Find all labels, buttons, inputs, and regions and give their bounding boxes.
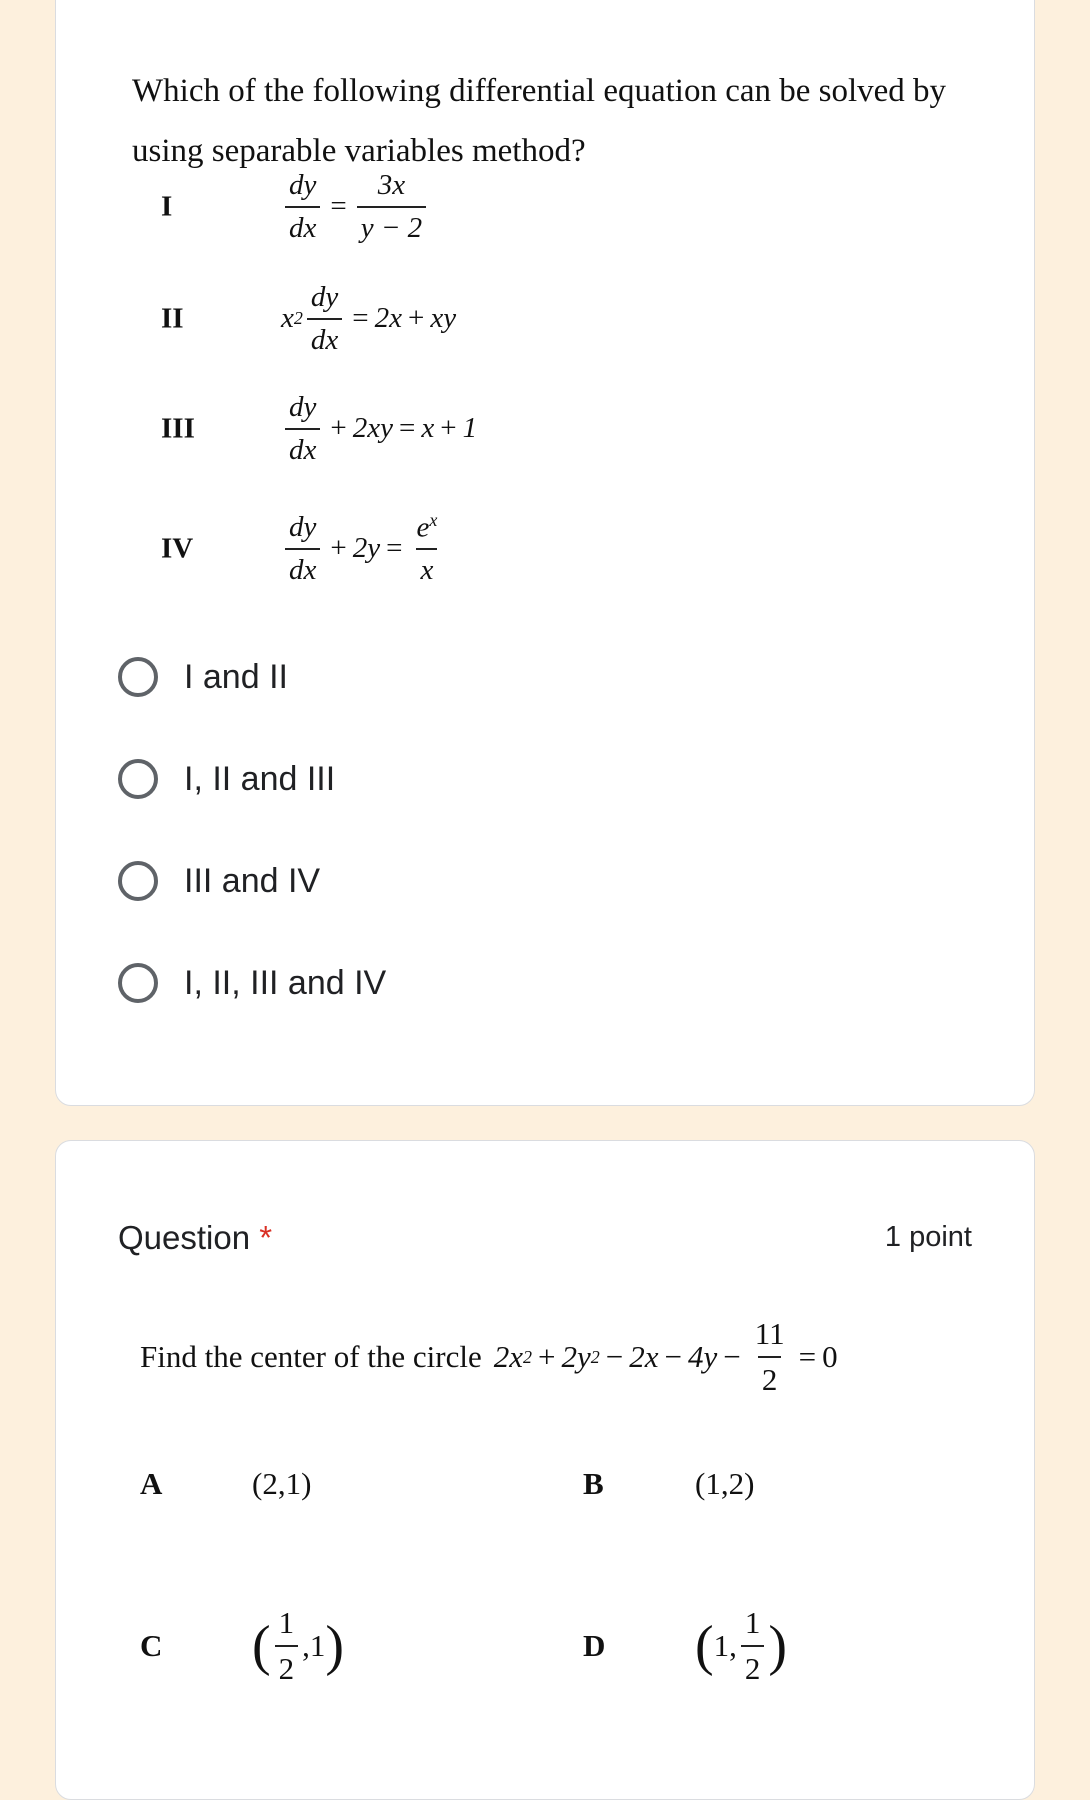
option-1[interactable] [118, 649, 288, 705]
required-mark: * [259, 1219, 273, 1256]
statement-ii [161, 271, 761, 366]
option-label: I, II, III and IV [184, 963, 387, 1002]
choice-value: (1,2) [695, 1466, 755, 1501]
equation-ii: x 2 $\frac{dy}{dx}$ = 2x + xy [281, 280, 457, 356]
radio-button[interactable] [118, 657, 158, 697]
equation-iii: $\frac{dy}{dx}$ + 2xy = x + 1 [281, 381, 477, 476]
circle-equation: 2x 2 + 2y 2 − 2x − 4y − $\frac{11}{2}$ = 0 [493, 1316, 838, 1397]
statement-iv [161, 501, 761, 596]
choice-letter: A [140, 1466, 163, 1501]
question-title-text: Question [118, 1219, 251, 1256]
question-card-1 [55, 0, 1035, 1106]
prompt-text: Find the center of the circle [140, 1339, 482, 1374]
choice-d [583, 1596, 787, 1696]
question-prompt [140, 1316, 838, 1398]
choice-c [140, 1596, 344, 1696]
choice-letter: B [583, 1466, 604, 1501]
option-label: III and IV [184, 861, 321, 900]
choice-b [583, 1466, 754, 1502]
option-label: I and II [184, 657, 288, 696]
radio-button[interactable] [118, 759, 158, 799]
statement-i [161, 159, 761, 254]
option-3[interactable] [118, 853, 320, 909]
points-label: 1 point [884, 1221, 972, 1253]
question-text: Which of the following differential equation can be solved by using separable variables method? [132, 73, 947, 169]
radio-button[interactable] [118, 963, 158, 1003]
choice-value: (2,1) [252, 1466, 312, 1501]
option-4[interactable] [118, 955, 386, 1011]
equation-iv: $\frac{dy}{dx}$ + 2y = $\frac{e^x}{x}$ [281, 501, 445, 596]
radio-button[interactable] [118, 861, 158, 901]
statement-roman: II [161, 302, 184, 334]
choice-letter: C [140, 1628, 163, 1663]
choice-letter: D [583, 1628, 606, 1663]
option-label: I, II and III [184, 759, 336, 798]
statement-iii [161, 381, 761, 476]
option-2[interactable] [118, 751, 335, 807]
statement-roman: I [161, 190, 173, 222]
equation-i: $\frac{dy}{dx}$ = $\frac{3x}{y - 2}$ [281, 159, 430, 254]
choice-value: ( $\frac{1}{2}$ ,1 ) [252, 1605, 345, 1686]
statement-roman: IV [161, 532, 194, 564]
statement-roman: III [161, 412, 195, 444]
question-card-2 [55, 1140, 1035, 1800]
question-title [118, 1219, 272, 1257]
choice-value: ( 1, $\frac{1}{2}$ ) [695, 1605, 788, 1686]
choice-a [140, 1466, 311, 1502]
